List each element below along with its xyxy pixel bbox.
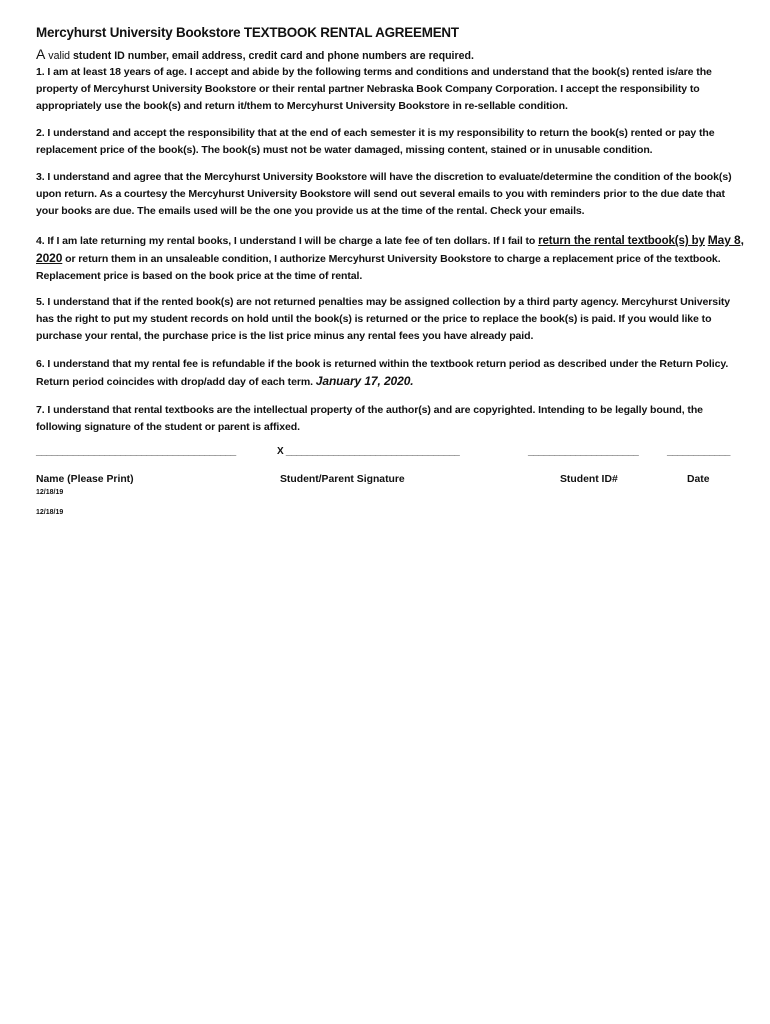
signature-x-mark: X: [277, 446, 284, 457]
term-4-return-clause: return the rental textbook(s) by: [538, 235, 705, 247]
term-6-text: 6. I understand that my rental fee is refundable if the book is returned within the textbook return period as described under the Return Policy. Return period coincides with drop/add day of each term.: [36, 358, 729, 388]
term-5: 5. I understand that if the rented book(s) are not returned penalties may be assigned collection by a third party agency. Mercyhurst University has the right to put my student records on hold until the book(s) is returned or the price to replace the book(s) is paid. If you would like to purchase your rental, the purchase price is the list price minus any rental fees you have already paid.: [36, 296, 731, 342]
term-3: [36, 169, 748, 220]
term-7: 7. I understand that rental textbooks are the intellectual property of the author(s) and are copyrighted. Intending to be legally bound, the following signature of the student or parent is affixed.: [36, 404, 703, 433]
intro-text: student ID number, email address, credit card and phone numbers are required.: [70, 50, 474, 62]
name-label: Name (Please Print): [36, 474, 134, 485]
term-1: 1. I am at least 18 years of age. I accept and abide by the following terms and conditions and understand that the book(s) rented is/are the property of Mercyhurst University Bookstore or their rental partner Nebraska Book Company Corporation. I accept the responsibility to appropriately use the book(s) and return it/them to Mercyhurst University Bookstore in re-sellable condition.: [36, 66, 712, 112]
signature-field-line: _________________________________: [285, 446, 460, 457]
term-4: [36, 232, 748, 285]
signature-field[interactable]: [277, 446, 460, 457]
document-title: Mercyhurst University Bookstore TEXTBOOK RENTAL AGREEMENT: [36, 25, 459, 40]
footer-date-1: 12/18/19: [36, 489, 64, 496]
term-6: [36, 356, 748, 391]
term-6-return-date: January 17, 2020.: [315, 374, 414, 388]
term-2: 2. I understand and accept the responsibility that at the end of each semester it is my responsibility to return the book(s) rented or pay the replacement price of the book(s). The book(s) must not be water damaged, missing content, stained or in unusable condition.: [36, 127, 715, 156]
footer-date-2: 12/18/19: [36, 509, 64, 516]
date-field-line[interactable]: ____________: [667, 446, 731, 457]
term-4-text-b: or return them in an unsaleable condition, I authorize Mercyhurst University Bookstore to charge a replacement price of the textbook. Replacement price is based on the book price at the time of rental.: [36, 253, 721, 282]
student-id-label: Student ID#: [560, 474, 618, 485]
intro-requirements: [36, 46, 474, 62]
intro-lead-word: valid: [45, 50, 71, 62]
term-3-text: 3. I understand and agree that the Mercyhurst University Bookstore will have the discretion to evaluate/determine the condition of the book(s) upon return. As a courtesy the Mercyhurst University Bookstore will send out several emails to you with reminders prior to the due date that your books are due. The emails used will be the one you provide us at the time of the rental. Check your emails.: [36, 171, 732, 217]
name-field-line[interactable]: ______________________________________: [36, 446, 236, 457]
signature-label: Student/Parent Signature: [280, 474, 405, 485]
date-label: Date: [687, 474, 710, 485]
term-4-text-a: 4. If I am late returning my rental books, I understand I will be charge a late fee of ten dollars. If I fail to: [36, 235, 539, 247]
intro-lead-letter: A: [36, 46, 46, 62]
student-id-field-line[interactable]: _____________________: [528, 446, 639, 457]
term-4-due-date: May 8, 2020: [36, 233, 744, 265]
